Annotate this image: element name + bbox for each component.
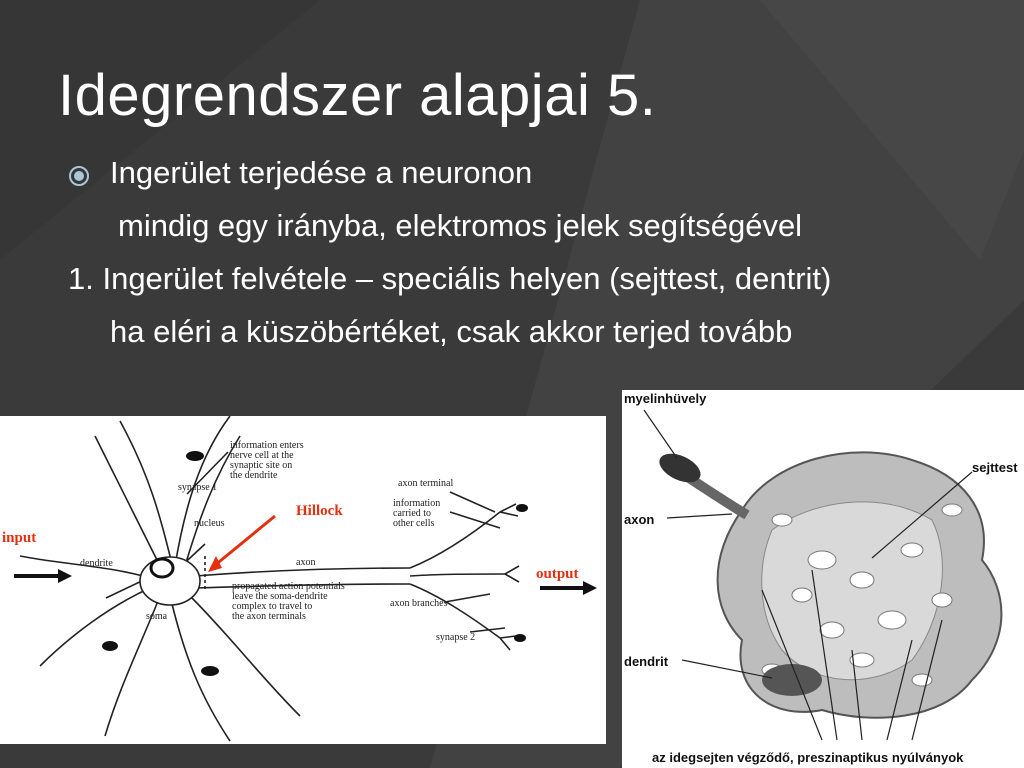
synapse1-label: synapse 1 [178, 482, 218, 493]
bullet-line-1: Ingerület terjedése a neuronon [110, 155, 533, 190]
info-enters-line-1: information enters [230, 440, 304, 451]
bullet-icon [68, 165, 90, 187]
bullet-line-3: 1. Ingerület felvétele – speciális helyen (sejttest, dentrit) [68, 261, 832, 296]
axon-label: axon [296, 557, 316, 568]
propagated-line-3: complex to travel to [232, 601, 313, 612]
soma-label: soma [146, 611, 168, 622]
axon-terminal-label: axon terminal [398, 478, 454, 489]
axon-branches-label: axon branches [390, 598, 448, 609]
info-enters-line-2: nerve cell at the [230, 450, 294, 461]
info-enters-line-3: synaptic site on [230, 460, 293, 471]
caption-label: az idegsejten végződő, preszinaptikus nyúlványok [652, 750, 964, 765]
axon-label-hu: axon [624, 512, 655, 527]
hillock-label: Hillock [296, 503, 343, 519]
info-carried-line-1: information [393, 498, 441, 509]
propagated-line-1: propagated action potentials [232, 581, 345, 592]
info-enters-line-4: the dendrite [230, 470, 278, 481]
slide-title: Idegrendszer alapjai 5. [58, 63, 657, 128]
bullet-line-2: mindig egy irányba, elektromos jelek segítségével [118, 208, 803, 243]
info-carried-line-2: carried to [393, 508, 432, 519]
bullet-line-4: ha eléri a küszöbértéket, csak akkor terjed tovább [110, 314, 793, 349]
dendrite-label: dendrite [80, 558, 113, 569]
neuron-diagram-svg [0, 416, 606, 744]
cell-body-svg [622, 390, 1024, 768]
dendrit-label: dendrit [624, 654, 669, 669]
propagated-line-2: leave the soma-dendrite [232, 591, 328, 602]
sejttest-label: sejttest [972, 460, 1018, 475]
synapse2-label: synapse 2 [436, 632, 476, 643]
propagated-line-4: the axon terminals [232, 611, 306, 622]
cell-body-diagram [622, 390, 1024, 768]
output-label: output [536, 566, 579, 582]
nucleus-label: nucleus [194, 518, 225, 529]
info-carried-line-3: other cells [393, 518, 435, 529]
neuron-diagram [0, 416, 606, 744]
myelin-label: myelinhüvely [624, 391, 707, 406]
input-label: input [2, 530, 37, 546]
